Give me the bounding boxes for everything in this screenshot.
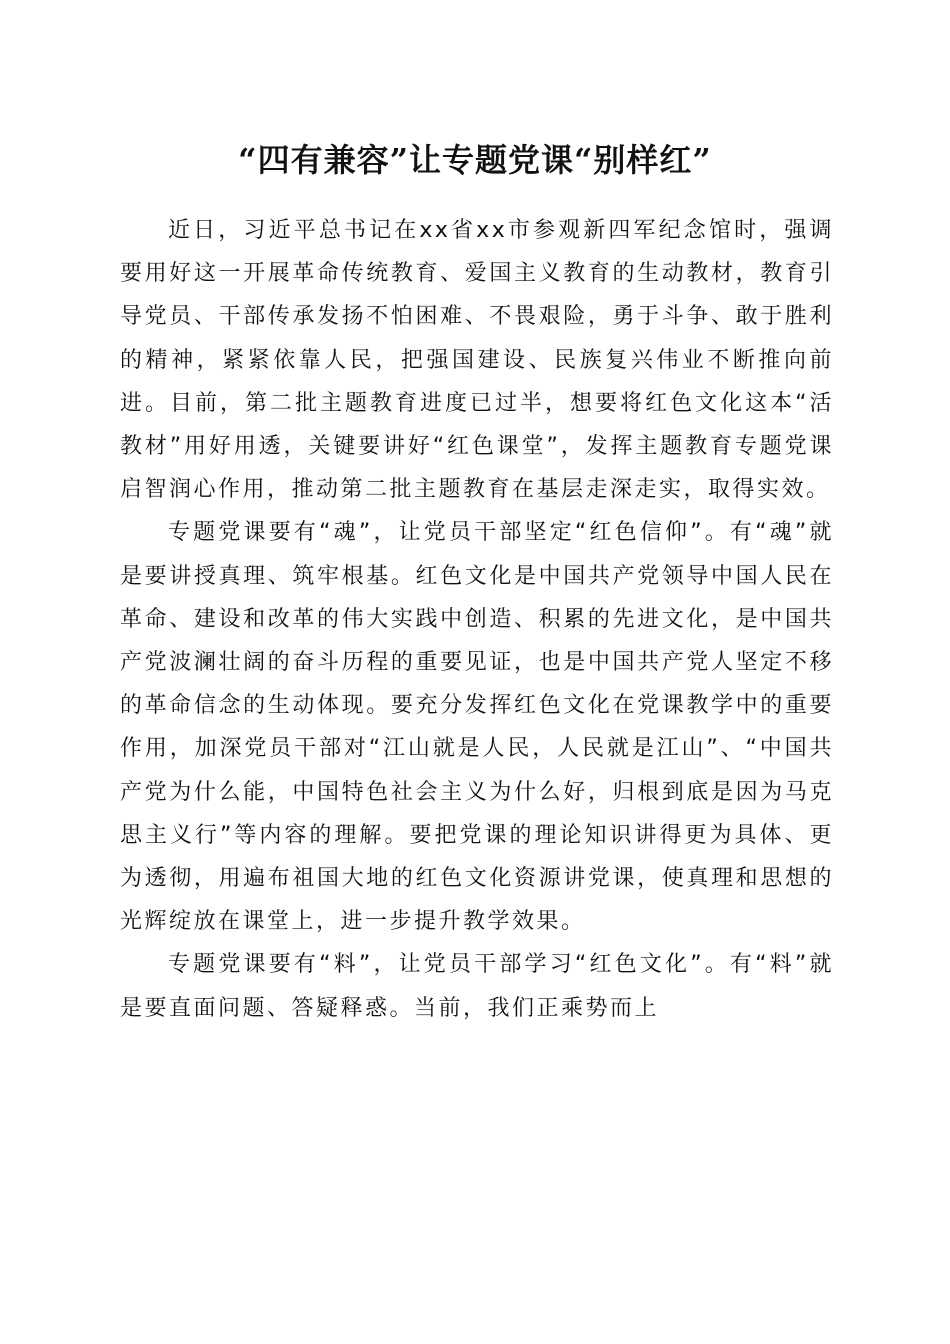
paragraph-intro: 近日，习近平总书记在xx省xx市参观新四军纪念馆时，强调要用好这一开展革命传统教育、爱国主义教育的生动教材，教育引导党员、干部传承发扬不怕困难、不畏艰险，勇于斗争、敢于胜利的精神，紧紧依靠人民，把强国建设、民族复兴伟业不断推向前进。目前，第二批主题教育进度已过半，想要将红色文化这本“活教材”用好用透，关键要讲好“红色课堂”，发挥主题教育专题党课启智润心作用，推动第二批主题教育在基层走深走实，取得实效。 — [120, 218, 834, 503]
document-body — [120, 209, 834, 1030]
paragraph-material: 专题党课要有“料”，让党员干部学习“红色文化”。有“料”就是要直面问题、答疑释惑。当前，我们正乘势而上 — [120, 952, 834, 1021]
document-title: “四有兼容”让专题党课“别样红” — [238, 141, 712, 179]
paragraph-soul: 专题党课要有“魂”，让党员干部坚定“红色信仰”。有“魂”就是要讲授真理、筑牢根基。红色文化是中国共产党领导中国人民在革命、建设和改革的伟大实践中创造、积累的先进文化，是中国共产党波澜壮阔的奋斗历程的重要见证，也是中国共产党人坚定不移的革命信念的生动体现。要充分发挥红色文化在党课教学中的重要作用，加深党员干部对“江山就是人民，人民就是江山”、“中国共产党为什么能，中国特色社会主义为什么好，归根到底是因为马克思主义行”等内容的理解。要把党课的理论知识讲得更为具体、更为透彻，用遍布祖国大地的红色文化资源讲党课，使真理和思想的光辉绽放在课堂上，进一步提升教学效果。 — [120, 520, 834, 935]
